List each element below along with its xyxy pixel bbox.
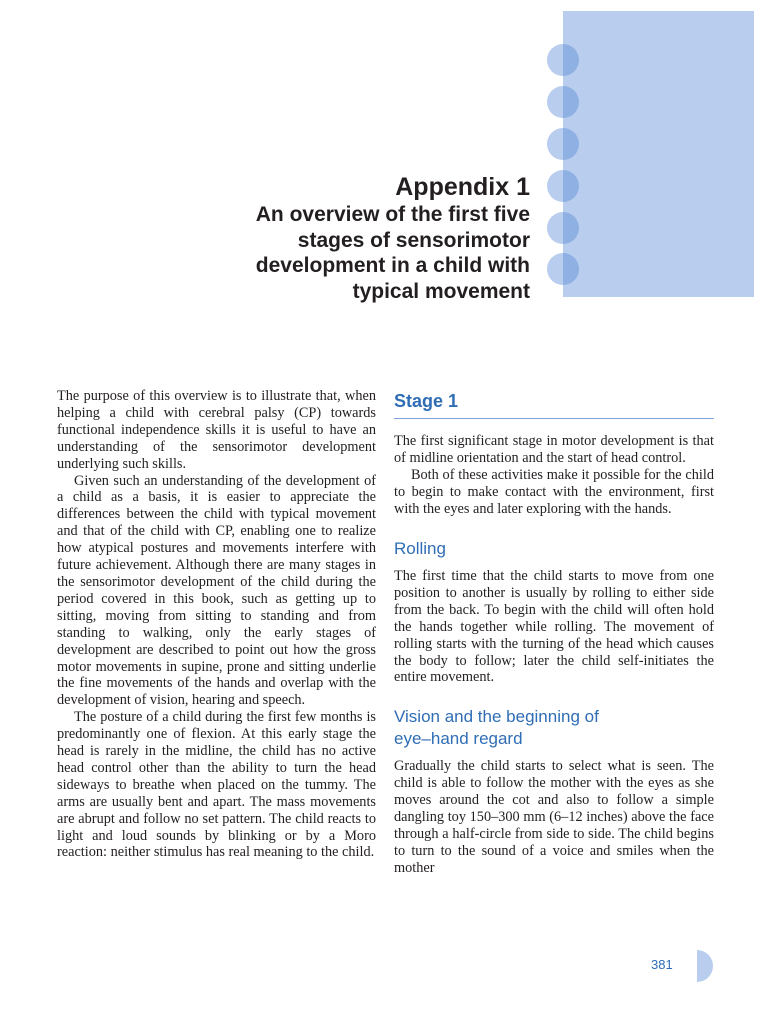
subheading-rolling: Rolling (394, 538, 446, 558)
page-number: 381 (651, 957, 673, 972)
appendix-label: Appendix 1 (395, 173, 530, 201)
body-paragraph: The first significant stage in motor development is that of midline orientation and the start of head control. (394, 433, 714, 466)
decorative-circle (547, 212, 579, 244)
decorative-circle (547, 44, 579, 76)
title-line: development in a child with (255, 254, 530, 277)
section-heading-stage-1: Stage 1 (394, 388, 714, 419)
page-tab-decoration (697, 950, 713, 982)
decorative-circle (547, 128, 579, 160)
right-column (394, 388, 714, 877)
chapter-title (100, 172, 530, 304)
title-line: typical movement (352, 279, 530, 303)
body-paragraph: Both of these activities make it possible for the child to begin to make contact with the environment, first with the eyes and later exploring with the hands. (394, 466, 714, 517)
body-paragraph: The posture of a child during the first few months is predominantly one of flexion. At this early stage the head is rarely in the midline, the child has no active head control other than the ability to turn the head sideways to breathe when placed on the tummy. The arms are usually bent and apart. The mass movements are abrupt and follow no set pattern. The child reacts to light and loud sounds by blinking or by a Moro reaction: neither stimulus has real meaning to the child. (57, 709, 376, 861)
title-line: stages of sensorimotor (297, 228, 530, 252)
decorative-circle (547, 170, 579, 202)
left-column (57, 388, 376, 861)
body-paragraph: Given such an understanding of the development of a child as a basis, it is easier to appreciate the differences between the child with typical movement and that of the child with CP, enabling one to realize how atypical postures and movements interfere with future achievement. Although there are many stages in the sensorimotor development of the child during the period covered in this book, such as getting up to sitting, moving from sitting to standing and from standing to walking, only the early stages of development are described to point out how the gross motor movements in supine, prone and sitting underlie the fine movements of the hands and overlap with the development of vision, hearing and speech. (57, 472, 376, 709)
subheading-line: eye–hand regard (394, 728, 523, 748)
body-paragraph: The purpose of this overview is to illustrate that, when helping a child with cerebral palsy (CP) towards functional independence skills it is useful to have an understanding of the sensorimotor development underlying such skills. (57, 388, 376, 472)
subheading-vision (394, 706, 714, 749)
body-paragraph: Gradually the child starts to select what is seen. The child is able to follow the mother with the eyes as she moves around the cot and also to follow a simple dangling toy 150–300 mm (6–12 inches) above the face through a half-circle from side to side. The child begins to turn to the sound of a voice and smiles when the mother (394, 758, 714, 876)
title-line: An overview of the first five (255, 203, 530, 226)
decorative-circle (547, 253, 579, 285)
subheading-line: Vision and the beginning of (394, 707, 599, 727)
body-paragraph: The first time that the child starts to move from one position to another is usually by rolling to either side from the back. To begin with the child will often hold the hands together while rolling. The movement of rolling starts with the turning of the head which causes the body to follow; later the child self-initiates the entire movement. (394, 568, 714, 686)
decorative-circle (547, 86, 579, 118)
decorative-blue-block (563, 11, 754, 297)
